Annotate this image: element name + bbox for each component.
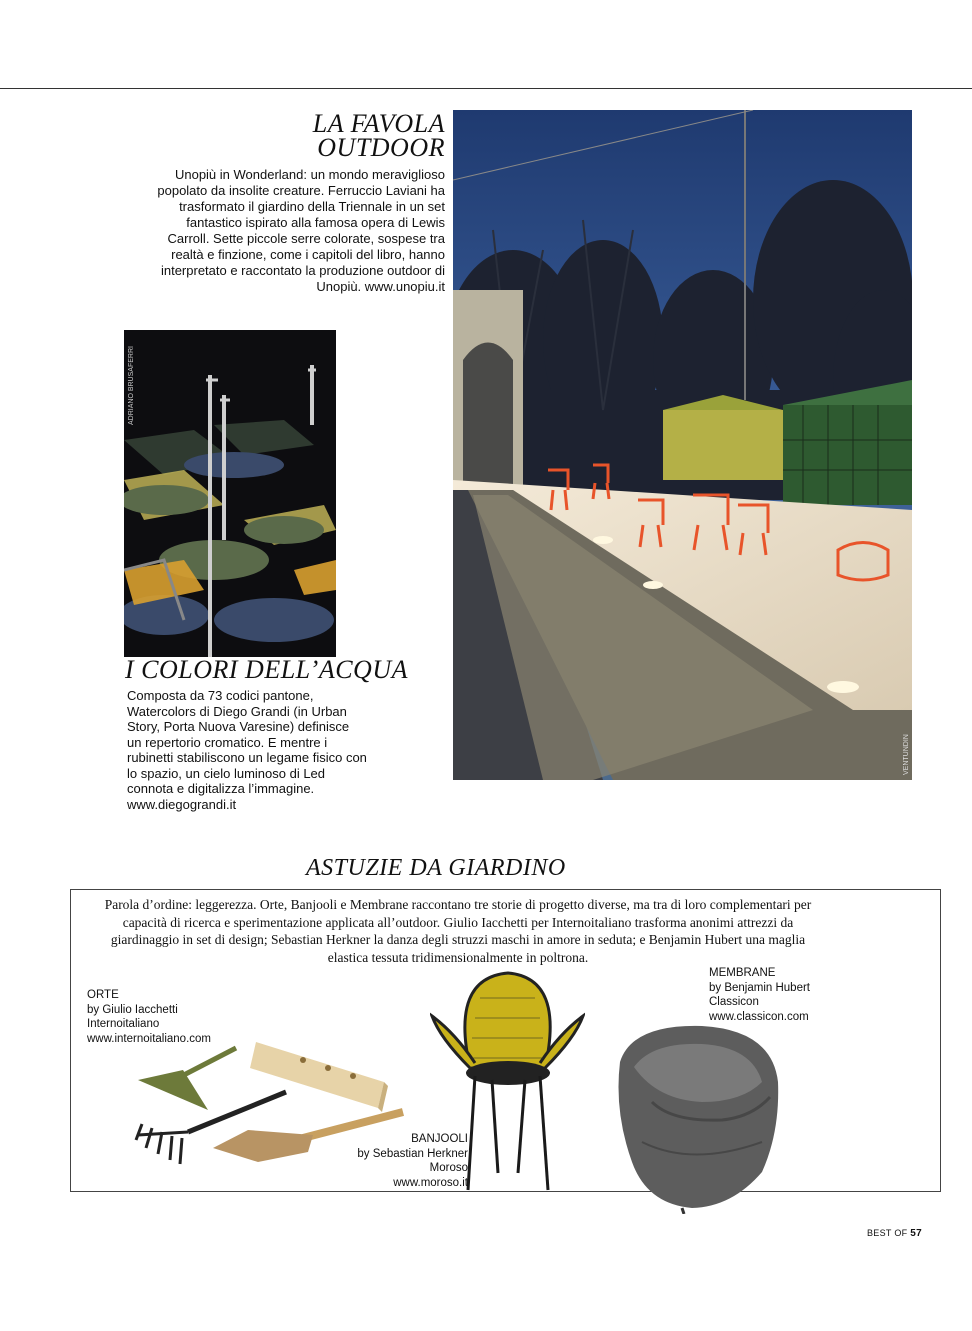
- membrane-armchair-image: [612, 1022, 782, 1214]
- banjooli-designer: by Sebastian Herkner: [357, 1147, 468, 1160]
- triennale-garden-photo: [453, 110, 912, 780]
- wood-block-icon: [250, 1042, 388, 1112]
- article2-body: Composta da 73 codici pantone, Watercolors di Diego Grandi (in Urban Story, Porta Nuova Varesine) definisce un repertorio cromatico. E mentre i rubinetti stabiliscono un legame fisico con lo spazio, un cielo luminoso di Led connota e digitalizza l’immagine. www.diegograndi.it: [127, 688, 367, 812]
- article1-title-line1: LA FAVOLA: [312, 109, 445, 138]
- membrane-url: www.classicon.com: [709, 1010, 809, 1023]
- article2-photo-credit: ADRIANO BRUSAFERRI: [128, 346, 135, 425]
- article1-photo-credit: VENTUNDIN: [903, 734, 910, 775]
- folio-page-number: 57: [910, 1228, 922, 1239]
- caption-banjooli: [357, 1132, 468, 1190]
- article1-body: Unopiù in Wonderland: un mondo meraviglioso popolato da insolite creature. Ferruccio Laviani ha trasformato il giardino della Triennale in un set fantastico ispirato alla famosa opera di Lewis Carroll. Sette piccole serre colorate, sospese tra realtà e finzione, come i capitoli del libro, hanno interpretato e raccontato la produzione outdoor di Unopiù. www.unopiu.it: [157, 167, 445, 294]
- caption-membrane: [709, 966, 810, 1024]
- article3-intro: Parola d’ordine: leggerezza. Orte, Banjooli e Membrane raccontano tre storie di progetto diverse, ma tra di loro complementari per capacità di ricerca e sperimentazione applicata all’outdoor. Giulio Iacchetti per Internoitaliano trasforma anonimi attrezzi da giardinaggio in set di design; Sebastian Herkner la danza degli struzzi maschi in amore in seduta; e Benjamin Hubert una maglia elastica tessuta tridimensionalmente in poltrona.: [104, 897, 812, 965]
- banjooli-url: www.moroso.it: [393, 1176, 468, 1189]
- orte-designer: by Giulio Iacchetti: [87, 1003, 178, 1016]
- banjooli-name: BANJOOLI: [411, 1133, 468, 1145]
- orte-brand: Internoitaliano: [87, 1018, 160, 1030]
- folio-section: BEST OF: [867, 1228, 908, 1238]
- article2-title: I COLORI DELL’ACQUA: [125, 655, 408, 684]
- article3-title: ASTUZIE DA GIARDINO: [306, 855, 566, 881]
- banjooli-brand: Moroso: [429, 1162, 468, 1174]
- watercolors-photo: [124, 330, 336, 657]
- hoe-icon: [138, 1048, 236, 1110]
- article1-title: [145, 109, 445, 162]
- article1-title-line2: OUTDOOR: [317, 133, 445, 162]
- orte-url: www.internoitaliano.com: [87, 1032, 212, 1045]
- caption-orte: [87, 988, 211, 1046]
- orte-name: ORTE: [87, 989, 119, 1001]
- membrane-designer: by Benjamin Hubert: [709, 981, 810, 994]
- membrane-name: MEMBRANE: [709, 967, 776, 979]
- top-rule: [0, 88, 972, 89]
- page-folio: [867, 1228, 922, 1239]
- membrane-brand: Classicon: [709, 996, 759, 1008]
